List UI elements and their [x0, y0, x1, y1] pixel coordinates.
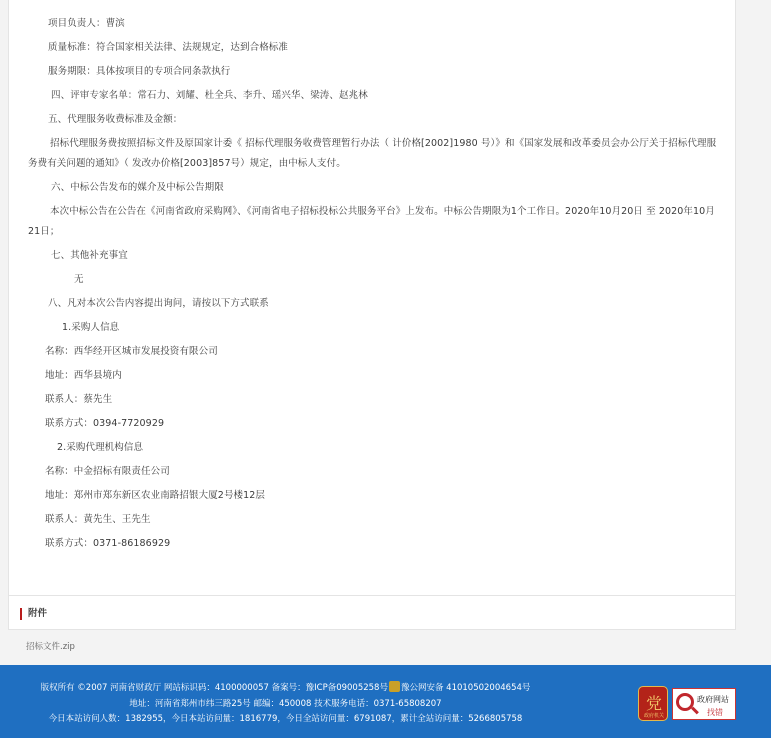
- media-paragraph: 本次中标公告在公告在《河南省政府采购网》、《河南省电子招标投标公共服务平台》上发布。中标公告期限为1个工作日。2020年10月20日 至 2020年10月21日；: [28, 206, 715, 237]
- find-error-label: 找错: [707, 708, 723, 717]
- gov-site-error-button[interactable]: [672, 688, 736, 720]
- attachment-panel: [8, 596, 736, 630]
- service-period: 服务期限：具体按项目的专项合同条款执行: [48, 66, 231, 77]
- agency-contact: 联系人：黄先生、王先生: [45, 514, 151, 525]
- other-content: 无: [74, 274, 84, 285]
- gov-site-label: 政府网站: [697, 695, 729, 704]
- footer-police-record[interactable]: 豫公网安备 41010502004654号: [400, 683, 531, 693]
- emblem-label: 政府机关: [643, 713, 664, 719]
- purchaser-info-heading: 1.采购人信息: [62, 322, 120, 333]
- section-media-heading: 六、中标公告发布的媒介及中标公告期限: [51, 182, 224, 193]
- agency-name: 名称：中金招标有限责任公司: [45, 466, 170, 477]
- magnifier-handle: [691, 707, 699, 715]
- section-contact-heading: 八、凡对本次公告内容提出询问，请按以下方式联系: [48, 298, 269, 309]
- footer-copyright-text: 版权所有 ©2007 河南省财政厅 网站标识码：4100000057 备案号：豫ICP备09005258号: [40, 683, 388, 693]
- attachment-divider: [16, 629, 736, 630]
- attachment-title: 附件: [20, 608, 47, 620]
- project-leader: 项目负责人：曹滨: [48, 18, 125, 29]
- purchaser-name: 名称：西华经开区城市发展投资有限公司: [45, 346, 218, 357]
- purchaser-phone: 联系方式：0394-7720929: [45, 418, 165, 429]
- purchaser-contact: 联系人：蔡先生: [45, 394, 113, 405]
- section-other-heading: 七、其他补充事宜: [51, 250, 128, 261]
- footer-copyright: [0, 681, 671, 693]
- section-fee-heading: 五、代理服务收费标准及金额：: [48, 114, 183, 125]
- gov-agency-emblem-icon[interactable]: [638, 686, 668, 721]
- footer-address: 地址：河南省郑州市纬三路25号 邮编：450008 技术服务电话：0371-65808207: [129, 699, 442, 709]
- footer-stats: 今日本站访问人数：1382955，今日本站访问量：1816779，今日全站访问量：6791087，累计全站访问量：5266805758: [48, 714, 523, 724]
- quality-standard: 质量标准：符合国家相关法律、法规规定，达到合格标准: [48, 42, 289, 53]
- agency-phone: 联系方式：0371-86186929: [45, 538, 171, 549]
- agency-address: 地址：郑州市郑东新区农业南路招银大厦2号楼12层: [45, 490, 266, 501]
- fee-paragraph: 招标代理服务费按照招标文件及原国家计委《 招标代理服务收费管理暂行办法（ 计价格[2002]1980 号）》和《国家发展和改革委员会办公厅关于招标代理服务费有关问题的通知》（ 发改办价格[2003]857号）规定，由中标人支付。: [28, 138, 717, 169]
- police-badge-icon: [389, 681, 400, 692]
- attachment-file-link[interactable]: 招标文件.zip: [26, 642, 75, 652]
- agency-info-heading: 2.采购代理机构信息: [57, 442, 144, 453]
- experts-list: 四、评审专家名单：常石力、刘耀、杜全兵、李升、瑶兴华、梁涛、赵兆林: [51, 90, 368, 101]
- purchaser-address: 地址：西华县境内: [45, 370, 122, 381]
- emblem-glyph-icon: 党: [646, 694, 663, 713]
